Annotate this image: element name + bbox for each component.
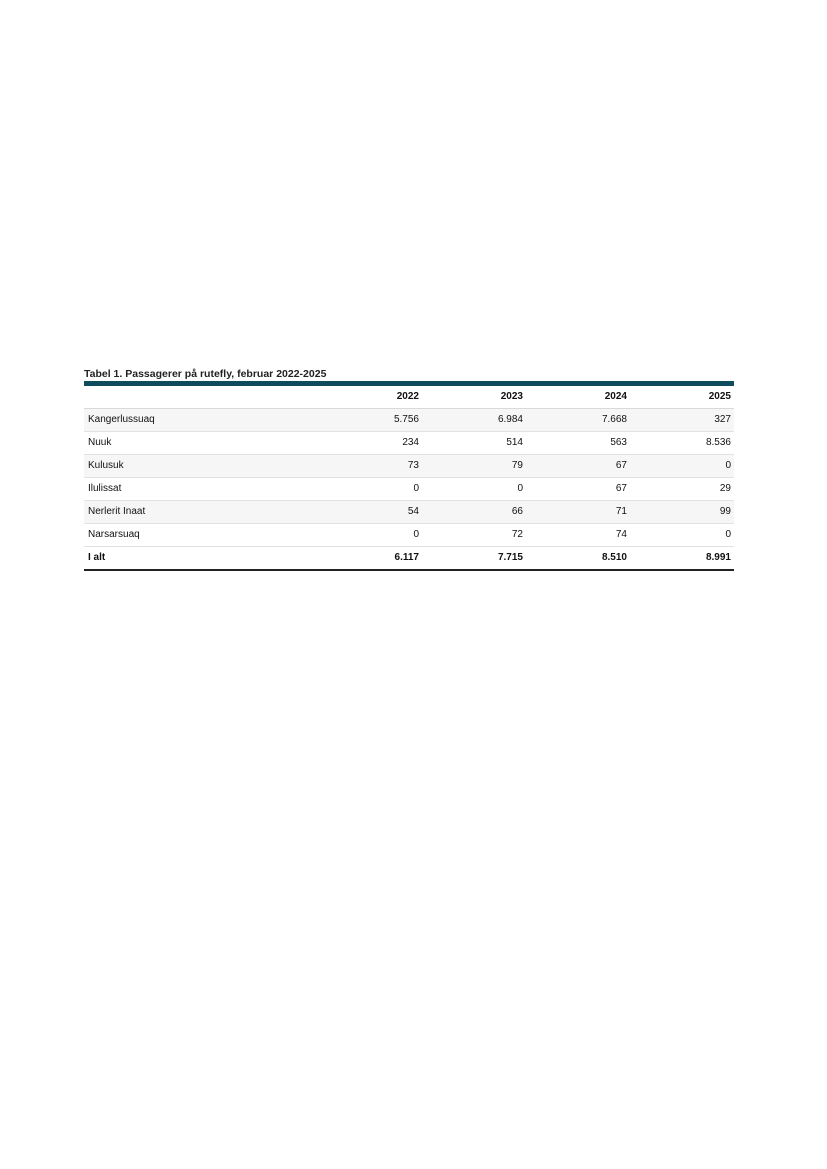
total-label: I alt	[84, 547, 318, 571]
table-row	[84, 524, 734, 547]
total-cell: 6.117	[318, 547, 422, 571]
table-cell: 5.756	[318, 409, 422, 432]
row-label: Nuuk	[84, 432, 318, 455]
row-label: Nerlerit Inaat	[84, 501, 318, 524]
table-cell: 74	[526, 524, 630, 547]
column-header: 2023	[422, 386, 526, 409]
table-cell: 234	[318, 432, 422, 455]
table-header-row	[84, 386, 734, 409]
table-cell: 6.984	[422, 409, 526, 432]
table-cell: 67	[526, 455, 630, 478]
table-cell: 7.668	[526, 409, 630, 432]
table-cell: 514	[422, 432, 526, 455]
table-cell: 99	[630, 501, 734, 524]
passenger-table	[84, 386, 734, 571]
column-header: 2025	[630, 386, 734, 409]
column-header: 2024	[526, 386, 630, 409]
table-row	[84, 455, 734, 478]
total-cell: 8.510	[526, 547, 630, 571]
table-cell: 66	[422, 501, 526, 524]
table-cell: 71	[526, 501, 630, 524]
table-cell: 72	[422, 524, 526, 547]
table-cell: 73	[318, 455, 422, 478]
row-label: Narsarsuaq	[84, 524, 318, 547]
table-cell: 0	[318, 478, 422, 501]
table-cell: 67	[526, 478, 630, 501]
table-title: Tabel 1. Passagerer på rutefly, februar 2022-2025	[84, 368, 327, 380]
row-label: Kulusuk	[84, 455, 318, 478]
total-row	[84, 547, 734, 571]
table-row	[84, 409, 734, 432]
column-header	[84, 386, 318, 409]
table-cell: 0	[422, 478, 526, 501]
table-cell: 0	[630, 524, 734, 547]
table-row	[84, 478, 734, 501]
table-cell: 29	[630, 478, 734, 501]
table-cell: 54	[318, 501, 422, 524]
total-cell: 7.715	[422, 547, 526, 571]
column-header: 2022	[318, 386, 422, 409]
table-block	[84, 368, 734, 571]
table-cell: 8.536	[630, 432, 734, 455]
table-cell: 79	[422, 455, 526, 478]
table-row	[84, 501, 734, 524]
table-cell: 0	[318, 524, 422, 547]
row-label: Kangerlussuaq	[84, 409, 318, 432]
row-label: Ilulissat	[84, 478, 318, 501]
table-cell: 0	[630, 455, 734, 478]
table-row	[84, 432, 734, 455]
table-cell: 327	[630, 409, 734, 432]
total-cell: 8.991	[630, 547, 734, 571]
table-cell: 563	[526, 432, 630, 455]
